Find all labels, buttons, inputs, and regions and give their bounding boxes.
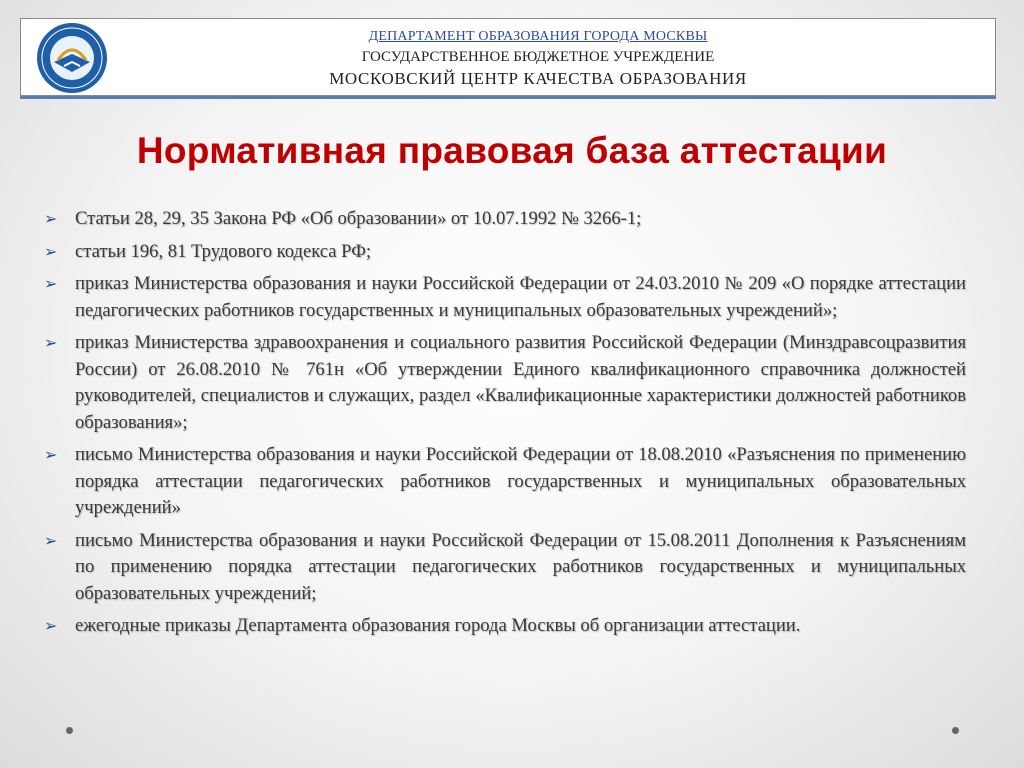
list-item-text: письмо Министерства образования и науки Российской Федерации от 18.08.2010 «Разъяснения по применению порядка аттестации педагогических работников государственных и муниципальных образовательных учреждений» <box>75 444 966 518</box>
arrow-bullet-icon: ➢ <box>44 530 58 550</box>
department-link[interactable]: ДЕПАРТАМЕНТ ОБРАЗОВАНИЯ ГОРОДА МОСКВЫ <box>368 29 708 44</box>
arrow-bullet-icon: ➢ <box>44 209 58 228</box>
list-item <box>44 528 966 608</box>
list-item-text: Статьи 28, 29, 35 Закона РФ «Об образовании» от 10.07.1992 № 3266-1; <box>75 208 642 229</box>
slide-title: Нормативная правовая база аттестации <box>136 130 888 171</box>
institution-name: МОСКОВСКИЙ ЦЕНТР КАЧЕСТВА ОБРАЗОВАНИЯ <box>329 69 747 88</box>
header-divider <box>20 96 996 99</box>
prev-slide-dot[interactable] <box>66 727 73 734</box>
list-item <box>44 613 966 640</box>
list-item <box>44 330 966 436</box>
institution-type: ГОСУДАРСТВЕННОЕ БЮДЖЕТНОЕ УЧРЕЖДЕНИЕ <box>361 49 715 65</box>
list-item-text: приказ Министерства здравоохранения и социального развития Российской Федерации (Минздравсоцразвития России) от 26.08.2010 № 761н «Об утверждении Единого квалификационного справочника должностей руководителей, специалистов и служащих, раздел «Квалификационные характеристики должностей работников образования»; <box>75 332 966 433</box>
list-item-text: ежегодные приказы Департамента образования города Москвы об организации аттестации. <box>75 615 801 636</box>
list-item <box>44 239 966 266</box>
list-item-text: статьи 196, 81 Трудового кодекса РФ; <box>75 240 372 262</box>
arrow-bullet-icon: ➢ <box>44 445 58 464</box>
legal-basis-list <box>44 206 966 646</box>
list-item <box>44 271 966 324</box>
next-slide-dot[interactable] <box>952 727 959 734</box>
list-item <box>44 442 966 522</box>
arrow-bullet-icon: ➢ <box>44 241 58 261</box>
list-item-text: письмо Министерства образования и науки Российской Федерации от 15.08.2011 Дополнения к Разъяснениям по применению порядка аттестации педагогических работников государственных и муниципальных образовательных учреждений; <box>75 529 966 604</box>
list-item-text: приказ Министерства образования и науки Российской Федерации от 24.03.2010 № 209 «О порядке аттестации педагогических работников государственных и муниципальных образовательных учреждений»; <box>75 273 966 321</box>
arrow-bullet-icon: ➢ <box>44 616 58 635</box>
list-item <box>44 206 966 233</box>
arrow-bullet-icon: ➢ <box>44 333 58 352</box>
emblem-icon <box>36 22 108 94</box>
arrow-bullet-icon: ➢ <box>44 274 58 293</box>
